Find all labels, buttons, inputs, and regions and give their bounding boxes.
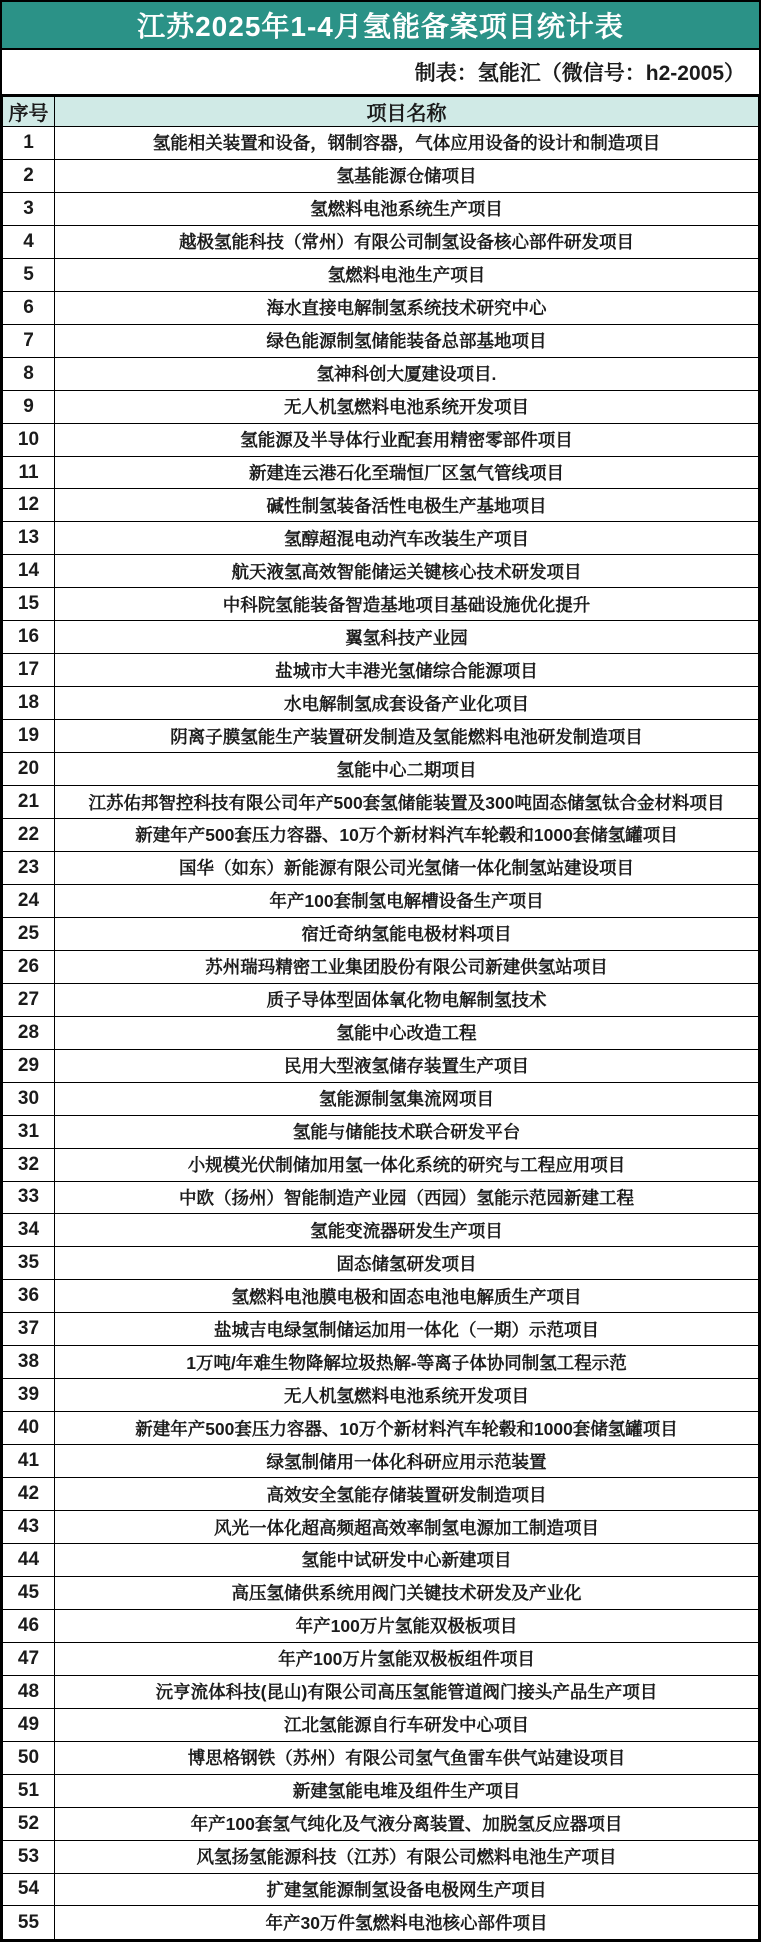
page-title: 江苏2025年1-4月氢能备案项目统计表	[2, 2, 759, 50]
table-row	[3, 621, 759, 654]
project-name-cell: 新建年产500套压力容器、10万个新材料汽车轮毂和1000套储氢罐项目	[55, 819, 759, 852]
row-index-cell: 19	[3, 720, 55, 753]
project-name-cell: 绿色能源制氢储能装备总部基地项目	[55, 324, 759, 357]
project-name-cell: 碱性制氢装备活性电极生产基地项目	[55, 489, 759, 522]
project-name-cell: 民用大型液氢储存装置生产项目	[55, 1049, 759, 1082]
row-index-cell: 42	[3, 1478, 55, 1511]
row-index-cell: 13	[3, 522, 55, 555]
project-name-cell: 氢能与储能技术联合研发平台	[55, 1115, 759, 1148]
table-row	[3, 1873, 759, 1906]
project-name-cell: 质子导体型固体氧化物电解制氢技术	[55, 983, 759, 1016]
table-row	[3, 1247, 759, 1280]
row-index-cell: 1	[3, 127, 55, 160]
project-name-cell: 年产100万片氢能双极板项目	[55, 1609, 759, 1642]
row-index-cell: 11	[3, 456, 55, 489]
project-name-cell: 江北氢能源自行车研发中心项目	[55, 1708, 759, 1741]
credit-bar	[2, 50, 759, 96]
table-row	[3, 555, 759, 588]
row-index-cell: 49	[3, 1708, 55, 1741]
project-name-cell: 盐城吉电绿氢制储运加用一体化（一期）示范项目	[55, 1313, 759, 1346]
table-row	[3, 1445, 759, 1478]
table-row	[3, 1609, 759, 1642]
table-row	[3, 159, 759, 192]
row-index-cell: 51	[3, 1774, 55, 1807]
project-name-cell: 国华（如东）新能源有限公司光氢储一体化制氢站建设项目	[55, 851, 759, 884]
project-name-cell: 氢燃料电池膜电极和固态电池电解质生产项目	[55, 1280, 759, 1313]
project-name-cell: 新建年产500套压力容器、10万个新材料汽车轮毂和1000套储氢罐项目	[55, 1412, 759, 1445]
row-index-cell: 47	[3, 1642, 55, 1675]
table-row	[3, 423, 759, 456]
row-index-cell: 39	[3, 1379, 55, 1412]
row-index-cell: 4	[3, 225, 55, 258]
row-index-cell: 36	[3, 1280, 55, 1313]
project-name-cell: 水电解制氢成套设备产业化项目	[55, 687, 759, 720]
project-name-cell: 宿迁奇纳氢能电极材料项目	[55, 917, 759, 950]
project-name-cell: 年产100万片氢能双极板组件项目	[55, 1642, 759, 1675]
table-row	[3, 1115, 759, 1148]
row-index-cell: 25	[3, 917, 55, 950]
project-name-cell: 氢能中心二期项目	[55, 753, 759, 786]
table-row	[3, 489, 759, 522]
table-row	[3, 917, 759, 950]
table-row	[3, 588, 759, 621]
table-row	[3, 1379, 759, 1412]
project-name-cell: 扩建氢能源制氢设备电极网生产项目	[55, 1873, 759, 1906]
row-index-cell: 23	[3, 851, 55, 884]
row-index-cell: 6	[3, 291, 55, 324]
row-index-cell: 50	[3, 1741, 55, 1774]
table-row	[3, 192, 759, 225]
project-name-cell: 年产100套氢气纯化及气液分离装置、加脱氢反应器项目	[55, 1807, 759, 1840]
table-row	[3, 1708, 759, 1741]
row-index-cell: 40	[3, 1412, 55, 1445]
table-row	[3, 819, 759, 852]
project-name-cell: 阴离子膜氢能生产装置研发制造及氢能燃料电池研发制造项目	[55, 720, 759, 753]
table-row	[3, 950, 759, 983]
table-row	[3, 1346, 759, 1379]
row-index-cell: 28	[3, 1016, 55, 1049]
row-index-cell: 27	[3, 983, 55, 1016]
project-name-cell: 氢神科创大厦建设项目.	[55, 357, 759, 390]
credit-text: 制表：氢能汇（微信号：h2-2005）	[414, 62, 745, 85]
table-row	[3, 1049, 759, 1082]
table-row	[3, 357, 759, 390]
project-name-cell: 博思格钢铁（苏州）有限公司氢气鱼雷车供气站建设项目	[55, 1741, 759, 1774]
table-row	[3, 456, 759, 489]
row-index-cell: 37	[3, 1313, 55, 1346]
table-row	[3, 522, 759, 555]
row-index-cell: 24	[3, 884, 55, 917]
project-name-cell: 年产30万件氢燃料电池核心部件项目	[55, 1906, 759, 1940]
project-name-cell: 高效安全氢能存储装置研发制造项目	[55, 1478, 759, 1511]
table-row	[3, 1412, 759, 1445]
row-index-cell: 17	[3, 654, 55, 687]
column-header-index: 序号	[3, 97, 55, 127]
project-name-cell: 风光一体化超高频超高效率制氢电源加工制造项目	[55, 1511, 759, 1544]
row-index-cell: 46	[3, 1609, 55, 1642]
table-row	[3, 1214, 759, 1247]
table-row	[3, 1543, 759, 1576]
project-name-cell: 氢燃料电池生产项目	[55, 258, 759, 291]
table-row	[3, 1741, 759, 1774]
table-row	[3, 1807, 759, 1840]
row-index-cell: 10	[3, 423, 55, 456]
table-row	[3, 127, 759, 160]
table-row	[3, 1675, 759, 1708]
project-name-cell: 航天液氢高效智能储运关键核心技术研发项目	[55, 555, 759, 588]
row-index-cell: 2	[3, 159, 55, 192]
project-name-cell: 无人机氢燃料电池系统开发项目	[55, 390, 759, 423]
row-index-cell: 15	[3, 588, 55, 621]
table-row	[3, 1313, 759, 1346]
project-name-cell: 风氢扬氢能源科技（江苏）有限公司燃料电池生产项目	[55, 1840, 759, 1873]
table-row	[3, 1511, 759, 1544]
table-row	[3, 720, 759, 753]
project-name-cell: 氢能变流器研发生产项目	[55, 1214, 759, 1247]
row-index-cell: 9	[3, 390, 55, 423]
row-index-cell: 54	[3, 1873, 55, 1906]
table-row	[3, 654, 759, 687]
row-index-cell: 53	[3, 1840, 55, 1873]
project-name-cell: 越极氢能科技（常州）有限公司制氢设备核心部件研发项目	[55, 225, 759, 258]
table-row	[3, 324, 759, 357]
row-index-cell: 8	[3, 357, 55, 390]
project-name-cell: 1万吨/年难生物降解垃圾热解-等离子体协同制氢工程示范	[55, 1346, 759, 1379]
row-index-cell: 38	[3, 1346, 55, 1379]
row-index-cell: 35	[3, 1247, 55, 1280]
table-row	[3, 1840, 759, 1873]
project-name-cell: 新建连云港石化至瑞恒厂区氢气管线项目	[55, 456, 759, 489]
project-name-cell: 氢能相关装置和设备，钢制容器，气体应用设备的设计和制造项目	[55, 127, 759, 160]
row-index-cell: 5	[3, 258, 55, 291]
project-name-cell: 小规模光伏制储加用氢一体化系统的研究与工程应用项目	[55, 1148, 759, 1181]
row-index-cell: 3	[3, 192, 55, 225]
table-row	[3, 291, 759, 324]
row-index-cell: 45	[3, 1576, 55, 1609]
project-name-cell: 新建氢能电堆及组件生产项目	[55, 1774, 759, 1807]
row-index-cell: 48	[3, 1675, 55, 1708]
row-index-cell: 32	[3, 1148, 55, 1181]
project-name-cell: 江苏佑邦智控科技有限公司年产500套氢储能装置及300吨固态储氢钛合金材料项目	[55, 786, 759, 819]
project-name-cell: 翼氢科技产业园	[55, 621, 759, 654]
project-name-cell: 氢能源及半导体行业配套用精密零部件项目	[55, 423, 759, 456]
table-row	[3, 225, 759, 258]
table-row	[3, 851, 759, 884]
row-index-cell: 43	[3, 1511, 55, 1544]
table-row	[3, 1082, 759, 1115]
project-name-cell: 海水直接电解制氢系统技术研究中心	[55, 291, 759, 324]
table-row	[3, 1181, 759, 1214]
row-index-cell: 18	[3, 687, 55, 720]
table-row	[3, 1016, 759, 1049]
column-header-row	[3, 97, 759, 127]
row-index-cell: 44	[3, 1543, 55, 1576]
table-body	[3, 127, 759, 1940]
projects-table	[2, 96, 759, 1940]
project-name-cell: 氢基能源仓储项目	[55, 159, 759, 192]
row-index-cell: 7	[3, 324, 55, 357]
project-name-cell: 氢燃料电池系统生产项目	[55, 192, 759, 225]
table-row	[3, 1148, 759, 1181]
table-row	[3, 1478, 759, 1511]
row-index-cell: 12	[3, 489, 55, 522]
project-name-cell: 氢能中试研发中心新建项目	[55, 1543, 759, 1576]
project-name-cell: 氢醇超混电动汽车改装生产项目	[55, 522, 759, 555]
project-name-cell: 年产100套制氢电解槽设备生产项目	[55, 884, 759, 917]
project-name-cell: 无人机氢燃料电池系统开发项目	[55, 1379, 759, 1412]
table-row	[3, 1906, 759, 1940]
table-row	[3, 1642, 759, 1675]
table-row	[3, 983, 759, 1016]
table-row	[3, 390, 759, 423]
table-row	[3, 687, 759, 720]
project-name-cell: 中欧（扬州）智能制造产业园（西园）氢能示范园新建工程	[55, 1181, 759, 1214]
row-index-cell: 21	[3, 786, 55, 819]
table-row	[3, 1280, 759, 1313]
row-index-cell: 29	[3, 1049, 55, 1082]
project-name-cell: 氢能中心改造工程	[55, 1016, 759, 1049]
project-name-cell: 固态储氢研发项目	[55, 1247, 759, 1280]
table-row	[3, 786, 759, 819]
project-name-cell: 绿氢制储用一体化科研应用示范装置	[55, 1445, 759, 1478]
column-header-name: 项目名称	[55, 97, 759, 127]
row-index-cell: 33	[3, 1181, 55, 1214]
table-row	[3, 753, 759, 786]
row-index-cell: 34	[3, 1214, 55, 1247]
project-name-cell: 中科院氢能装备智造基地项目基础设施优化提升	[55, 588, 759, 621]
row-index-cell: 22	[3, 819, 55, 852]
table-row	[3, 258, 759, 291]
project-name-cell: 苏州瑞玛精密工业集团股份有限公司新建供氢站项目	[55, 950, 759, 983]
project-name-cell: 盐城市大丰港光氢储综合能源项目	[55, 654, 759, 687]
row-index-cell: 26	[3, 950, 55, 983]
table-row	[3, 1774, 759, 1807]
project-name-cell: 高压氢储供系统用阀门关键技术研发及产业化	[55, 1576, 759, 1609]
project-name-cell: 氢能源制氢集流网项目	[55, 1082, 759, 1115]
row-index-cell: 14	[3, 555, 55, 588]
row-index-cell: 31	[3, 1115, 55, 1148]
project-name-cell: 沅亨流体科技(昆山)有限公司高压氢能管道阀门接头产品生产项目	[55, 1675, 759, 1708]
table-row	[3, 884, 759, 917]
row-index-cell: 55	[3, 1906, 55, 1940]
table-row	[3, 1576, 759, 1609]
row-index-cell: 30	[3, 1082, 55, 1115]
row-index-cell: 16	[3, 621, 55, 654]
row-index-cell: 52	[3, 1807, 55, 1840]
row-index-cell: 20	[3, 753, 55, 786]
row-index-cell: 41	[3, 1445, 55, 1478]
